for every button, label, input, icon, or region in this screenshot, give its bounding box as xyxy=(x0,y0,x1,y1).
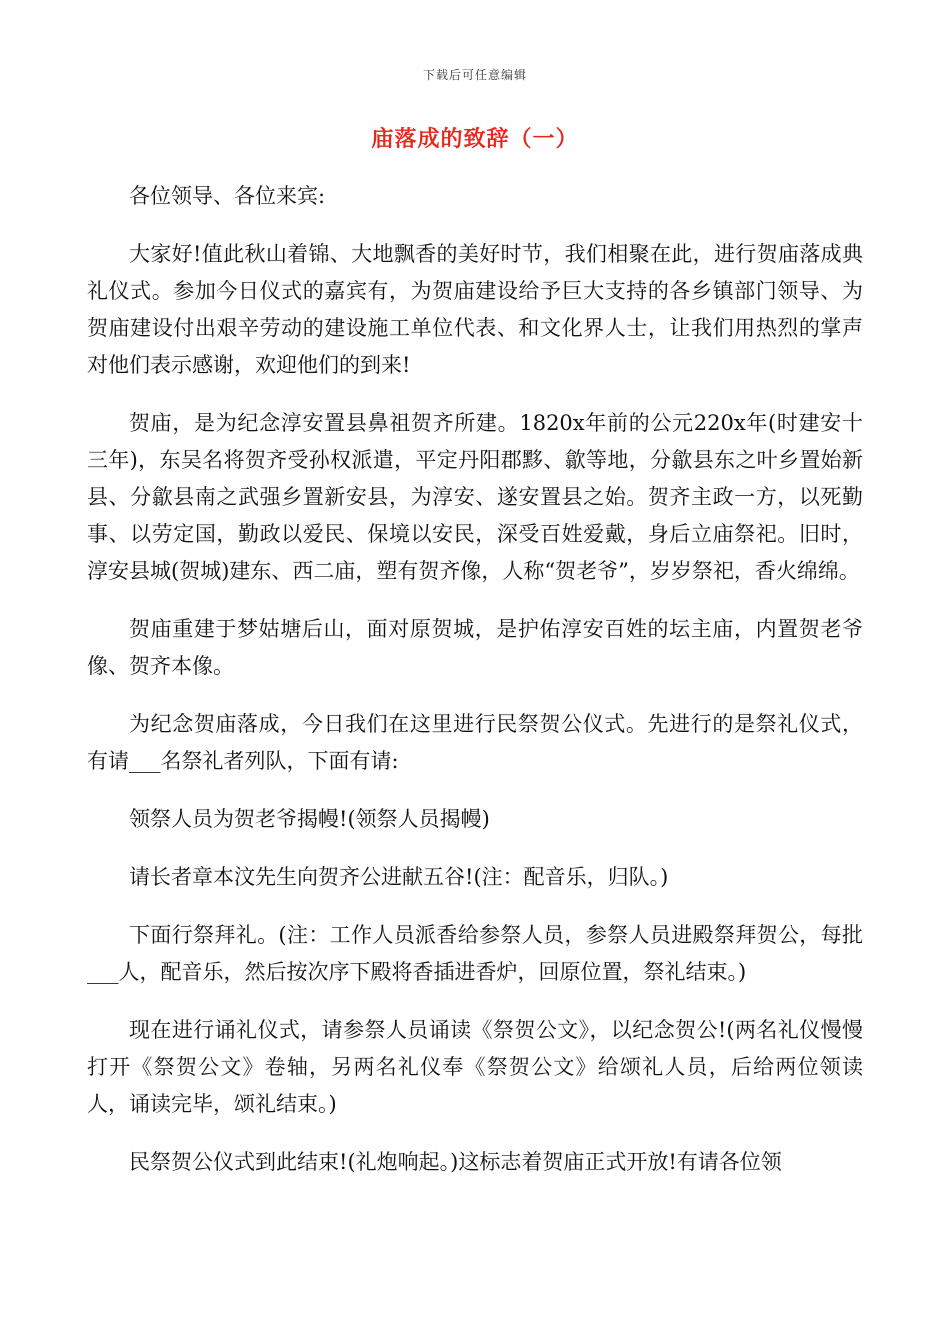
paragraph-unveil: 领祭人员为贺老爷揭幔!(领祭人员揭幔) xyxy=(129,807,490,831)
paragraph-offering: 请长者章本汶先生向贺齐公进献五谷!(注：配音乐，归队。) xyxy=(129,865,669,889)
paragraph-worship: 下面行祭拜礼。(注：工作人员派香给参祭人员，参祭人员进殿祭拜贺公，每批___人，配音乐，然后按次序下殿将香插进香炉，回原位置，祭礼结束。) xyxy=(87,923,863,984)
paragraph-closing: 民祭贺公仪式到此结束!(礼炮响起。)这标志着贺庙正式开放!有请各位领 xyxy=(129,1150,782,1174)
paragraph-salutation: 各位领导、各位来宾: xyxy=(129,184,326,208)
paragraph-greeting: 大家好!值此秋山着锦、大地飘香的美好时节，我们相聚在此，进行贺庙落成典礼仪式。参加今日仪式的嘉宾有，为贺庙建设给予巨大支持的各乡镇部门领导、为贺庙建设付出艰辛劳动的建设施工单位代表、和文化界人士，让我们用热烈的掌声对他们表示感谢，欢迎他们的到来! xyxy=(87,242,863,377)
paragraph-ceremony-start: 为纪念贺庙落成，今日我们在这里进行民祭贺公仪式。先进行的是祭礼仪式，有请___名祭礼者列队，下面有请: xyxy=(87,712,863,773)
paragraph-history: 贺庙，是为纪念淳安置县鼻祖贺齐所建。1820x年前的公元220x年(时建安十三年)，东吴名将贺齐受孙权派遣，平定丹阳郡黟、歙等地，分歙县东之叶乡置始新县、分歙县南之武强乡置新安县，为淳安、遂安置县之始。贺齐主政一方，以死勤事、以劳定国，勤政以爱民、保境以安民，深受百姓爱戴，身后立庙祭祀。旧时，淳安县城(贺城)建东、西二庙，塑有贺齐像，人称“贺老爷”，岁岁祭祀，香火绵绵。 xyxy=(87,411,863,583)
page-header-note: 下载后可任意编辑 xyxy=(422,68,527,82)
document-body xyxy=(87,178,863,1202)
paragraph-rebuild: 贺庙重建于梦姑塘后山，面对原贺城，是护佑淳安百姓的坛主庙，内置贺老爷像、贺齐本像。 xyxy=(87,617,863,678)
paragraph-recitation: 现在进行诵礼仪式，请参祭人员诵读《祭贺公文》，以纪念贺公!(两名礼仪慢慢打开《祭贺公文》卷轴，另两名礼仪奉《祭贺公文》给颂礼人员，后给两位领读人，诵读完毕，颂礼结束。) xyxy=(87,1018,863,1116)
document-title: 庙落成的致辞（一） xyxy=(371,126,579,152)
